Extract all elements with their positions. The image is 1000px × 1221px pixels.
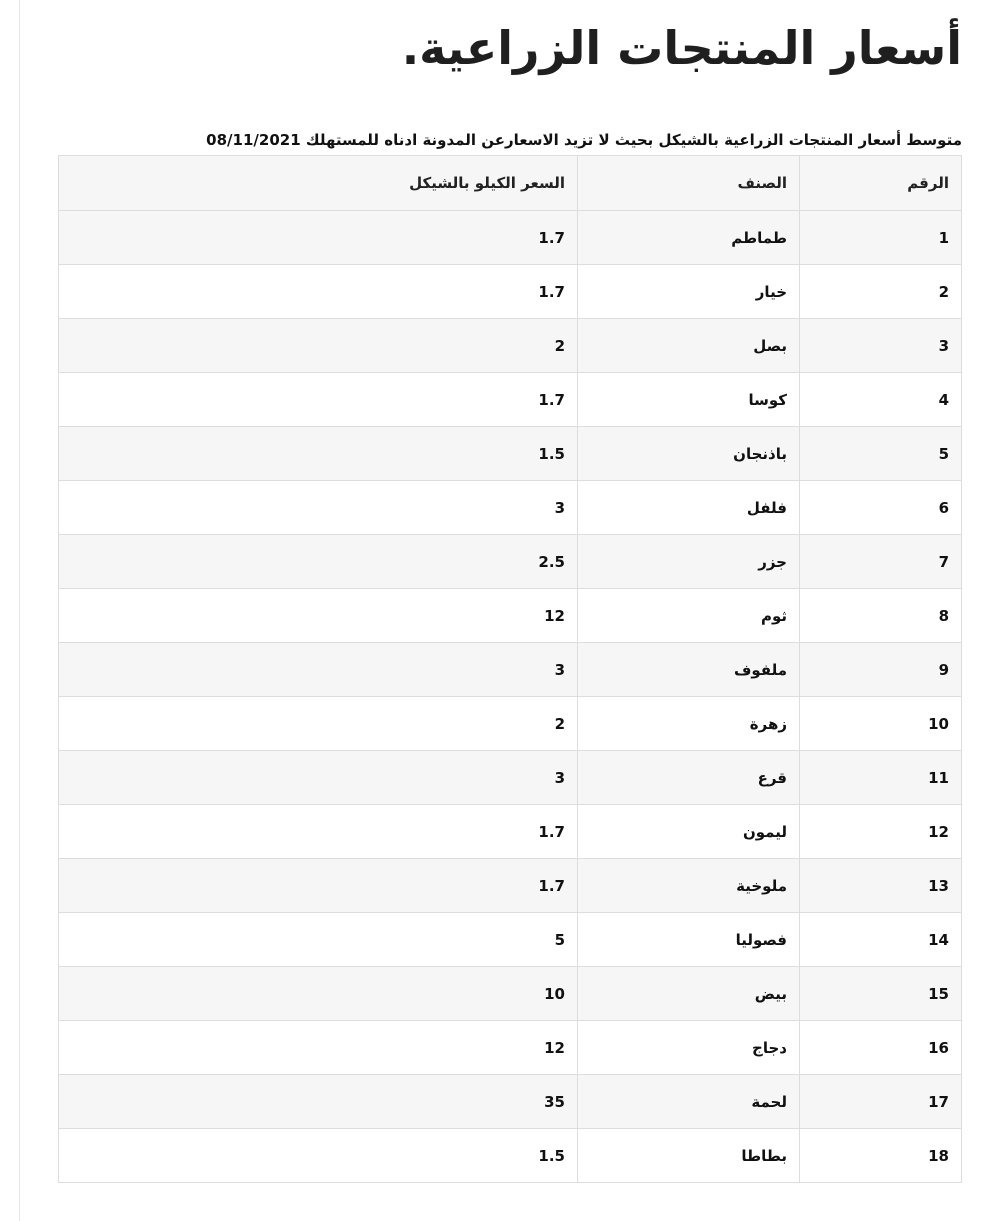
row-price-cell: 1.7	[59, 211, 578, 265]
row-price-cell: 3	[59, 751, 578, 805]
table-row	[59, 427, 962, 481]
table-row	[59, 535, 962, 589]
row-price-cell: 1.5	[59, 427, 578, 481]
table-row	[59, 1075, 962, 1129]
row-number-cell: 4	[800, 373, 962, 427]
row-item-cell: خيار	[578, 265, 800, 319]
row-price-cell: 12	[59, 589, 578, 643]
row-number-cell: 6	[800, 481, 962, 535]
table-row	[59, 1021, 962, 1075]
table-caption: متوسط أسعار المنتجات الزراعية بالشيكل بحيث لا تزيد الاسعارعن المدونة ادناه للمستهلك 08/11/2021	[206, 131, 962, 149]
row-number-cell: 3	[800, 319, 962, 373]
row-item-cell: بطاطا	[578, 1129, 800, 1183]
row-price-cell: 35	[59, 1075, 578, 1129]
row-number-cell: 11	[800, 751, 962, 805]
table-row	[59, 211, 962, 265]
table-row	[59, 265, 962, 319]
row-item-cell: ملوخية	[578, 859, 800, 913]
row-number-cell: 8	[800, 589, 962, 643]
row-number-cell: 7	[800, 535, 962, 589]
row-price-cell: 10	[59, 967, 578, 1021]
row-price-cell: 3	[59, 481, 578, 535]
row-number-cell: 16	[800, 1021, 962, 1075]
row-item-cell: بصل	[578, 319, 800, 373]
table-header	[59, 156, 962, 211]
header-item: الصنف	[578, 156, 800, 211]
row-item-cell: لحمة	[578, 1075, 800, 1129]
row-item-cell: ثوم	[578, 589, 800, 643]
header-number: الرقم	[800, 156, 962, 211]
row-price-cell: 2	[59, 697, 578, 751]
table-row	[59, 1129, 962, 1183]
row-number-cell: 10	[800, 697, 962, 751]
header-row	[59, 156, 962, 211]
table-body	[59, 211, 962, 1183]
row-item-cell: فصوليا	[578, 913, 800, 967]
table-row	[59, 913, 962, 967]
row-price-cell: 1.7	[59, 373, 578, 427]
row-number-cell: 12	[800, 805, 962, 859]
header-price: السعر الكيلو بالشيكل	[59, 156, 578, 211]
table-row	[59, 967, 962, 1021]
table-row	[59, 589, 962, 643]
table-row	[59, 481, 962, 535]
row-item-cell: باذنجان	[578, 427, 800, 481]
row-price-cell: 1.7	[59, 265, 578, 319]
row-item-cell: قرع	[578, 751, 800, 805]
row-price-cell: 2	[59, 319, 578, 373]
row-price-cell: 12	[59, 1021, 578, 1075]
row-number-cell: 14	[800, 913, 962, 967]
row-item-cell: فلفل	[578, 481, 800, 535]
table-row	[59, 697, 962, 751]
row-number-cell: 5	[800, 427, 962, 481]
table-row	[59, 805, 962, 859]
row-price-cell: 1.7	[59, 805, 578, 859]
row-number-cell: 18	[800, 1129, 962, 1183]
row-price-cell: 1.7	[59, 859, 578, 913]
prices-table	[58, 155, 962, 1183]
row-number-cell: 15	[800, 967, 962, 1021]
row-price-cell: 1.5	[59, 1129, 578, 1183]
table-row	[59, 373, 962, 427]
row-number-cell: 2	[800, 265, 962, 319]
row-item-cell: جزر	[578, 535, 800, 589]
row-item-cell: كوسا	[578, 373, 800, 427]
row-item-cell: زهرة	[578, 697, 800, 751]
table-row	[59, 319, 962, 373]
row-item-cell: بيض	[578, 967, 800, 1021]
row-item-cell: ليمون	[578, 805, 800, 859]
table-row	[59, 859, 962, 913]
page-title: أسعار المنتجات الزراعية.	[401, 21, 962, 75]
row-number-cell: 9	[800, 643, 962, 697]
page-left-divider	[19, 0, 20, 1221]
row-price-cell: 3	[59, 643, 578, 697]
row-item-cell: ملفوف	[578, 643, 800, 697]
table-row	[59, 643, 962, 697]
row-item-cell: دجاج	[578, 1021, 800, 1075]
row-price-cell: 5	[59, 913, 578, 967]
table-row	[59, 751, 962, 805]
row-number-cell: 1	[800, 211, 962, 265]
row-number-cell: 17	[800, 1075, 962, 1129]
row-number-cell: 13	[800, 859, 962, 913]
row-price-cell: 2.5	[59, 535, 578, 589]
row-item-cell: طماطم	[578, 211, 800, 265]
